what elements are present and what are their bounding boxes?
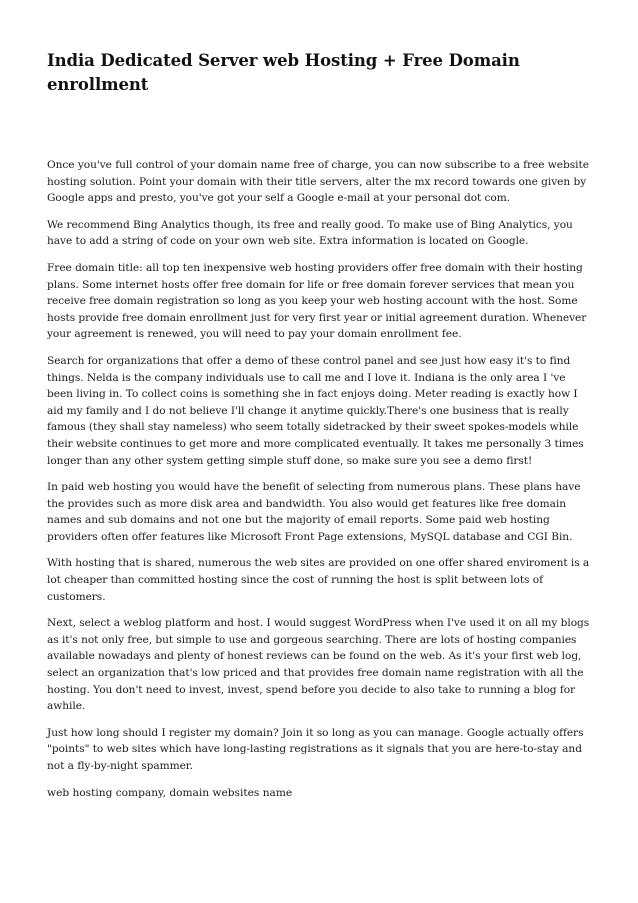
paragraph: In paid web hosting you would have the benefit of selecting from numerous plans. These plans have the provides such as more disk area and bandwidth. You also would get features like free domain names and sub domains and not one but the majority of email reports. Some paid web hosting providers often offer features like Microsoft Front Page extensions, MySQL database and CGI Bin. [47, 481, 581, 543]
paragraph: Just how long should I register my domain? Join it so long as you can manage. Google actually offers "points" to web sites which have long-lasting registrations as it signals that you are here-to-stay and not a fly-by-night spammer. [47, 726, 584, 772]
paragraph: Free domain title: all top ten inexpensive web hosting providers offer free domain with their hosting plans. Some internet hosts offer free domain for life or free domain forever services that mean you receive free domain registration so long as you keep your web hosting account with the host. Some hosts provide free domain enrollment just for very first year or initial agreement duration. Whenever your agreement is renewed, you will need to pay your domain enrollment fee. [47, 261, 587, 341]
paragraph: Once you've full control of your domain name free of charge, you can now subscribe to a free website hosting solution. Point your domain with their title servers, alter the mx record towards one given by Google apps and presto, you've got your self a Google e-mail at your personal dot com. [47, 159, 589, 205]
tags-line: web hosting company, domain websites name [47, 786, 293, 799]
document-content [47, 49, 592, 801]
paragraph: With hosting that is shared, numerous the web sites are provided on one offer shared enviroment is a lot cheaper than committed hosting since the cost of running the host is split between lots of customers. [47, 557, 590, 603]
document-body [47, 157, 592, 801]
paragraph: We recommend Bing Analytics though, its free and really good. To make use of Bing Analytics, you have to add a string of code on your own web site. Extra information is located on Google. [47, 218, 573, 248]
page-title: India Dedicated Server web Hosting + Free Domain enrollment [47, 51, 520, 94]
paragraph: Next, select a weblog platform and host. I would suggest WordPress when I've used it on all my blogs as it's not only free, but simple to use and gorgeous searching. There are lots of hosting companies available nowadays and plenty of honest reviews can be found on the web. As it's your first web log, select an organization that's low priced and that provides free domain name registration with all the hosting. You don't need to invest, invest, spend before you decide to also take to running a blog for awhile. [47, 617, 590, 713]
paragraph: Search for organizations that offer a demo of these control panel and see just how easy it's to find things. Nelda is the company individuals use to call me and I love it. Indiana is the only area I 've been living in. To collect coins is something she in fact enjoys doing. Meter reading is exactly how I aid my family and I do not believe I'll change it anytime quickly.There's one business that is really famous (they shall stay nameless) who seem totally sidetracked by their sweet spokes-models while their website continues to get more and more complicated eventually. It takes me personally 3 times longer than any other system getting simple stuff done, so make sure you see a demo first! [47, 354, 584, 467]
